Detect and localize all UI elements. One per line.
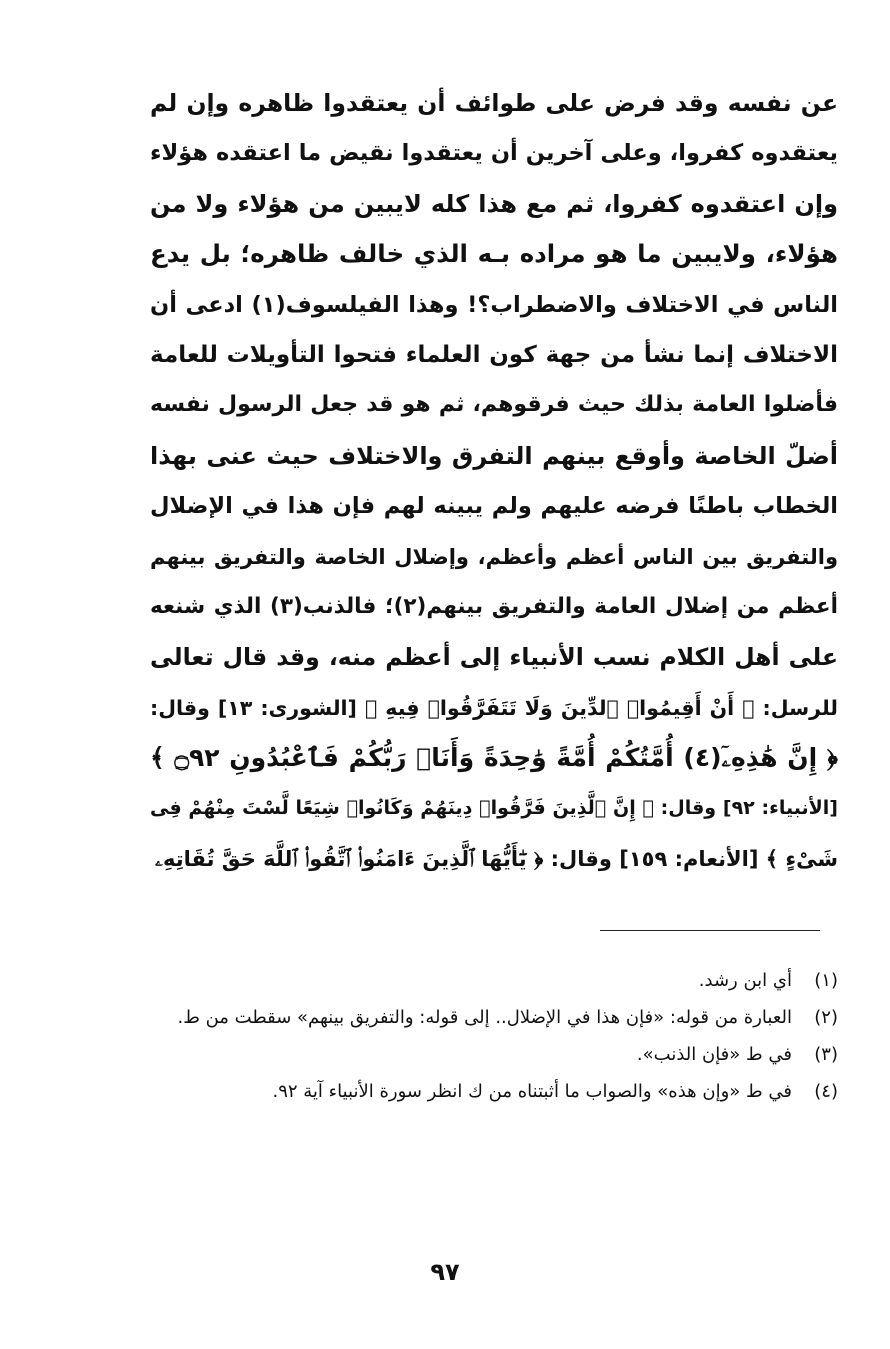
page-number: ٩٧ [430, 1258, 460, 1286]
text-line: هؤلاء، ولايبين ما هو مراده بـه الذي خالف ظاهره؛ بل يدع [150, 239, 838, 269]
text-line: الاختلاف إنما نشأ من جهة كون العلماء فتحوا التأويلات للعامة [150, 341, 838, 368]
text-line: وإن اعتقدوه كفروا، ثم مع هذا كله لايبين من هؤلاء ولا من [150, 189, 838, 218]
footnote-text: العبارة من قوله: «فإن هذا في الإضلال.. إلى قوله: والتفريق بينهم» سقطت من ط. [177, 1007, 792, 1028]
footnotes [150, 962, 838, 1110]
text-line: الخطاب باطنًا فرضه عليهم ولم يبينه لهم فإن هذا في الإضلال [150, 493, 838, 520]
footnote-item [150, 999, 838, 1036]
text-line: الناس في الاختلاف والاضطراب؟! وهذا الفيلسوف(١) ادعى أن [150, 291, 838, 318]
text-line: أعظم من إضلال العامة والتفريق بينهم(٢)؛ فالذنب(٣) الذي شنعه [150, 593, 838, 619]
footnote-item [150, 962, 838, 999]
footnote-number: (٤) [814, 1081, 838, 1102]
footnote-number: (١) [814, 970, 838, 991]
footnote-number: (٣) [814, 1044, 838, 1065]
text-line: عن نفسه وقد فرض على طوائف أن يعتقدوا ظاهره وإن لم [150, 89, 838, 117]
footnote-text: أي ابن رشد. [698, 970, 792, 991]
footnote-item [150, 1036, 838, 1073]
footnote-text: في ط «فإن الذنب». [636, 1044, 792, 1065]
text-line: للرسل: ﴿ أَنْ أَقِيمُوا۟ ٱلدِّينَ وَلَا تَتَفَرَّقُوا۟ فِيهِ ﴾ [الشورى: ١٣] وقال: [150, 695, 838, 720]
footnote-number: (٢) [814, 1007, 838, 1028]
text-line: أضلّ الخاصة وأوقع بينهم التفرق والاختلاف حيث عنى بهذا [150, 441, 838, 470]
footnote-item [150, 1073, 838, 1110]
text-line: [الأنبياء: ٩٢] وقال: ﴿ إِنَّ ٱلَّذِينَ فَرَّقُوا۟ دِينَهُمْ وَكَانُوا۟ شِيَعًا لَّسْتَ مِنْهُمْ فِى [150, 797, 838, 820]
text-line: يعتقدوه كفروا، وعلى آخرين أن يعتقدوا نقيض ما اعتقده هؤلاء [150, 140, 838, 167]
text-line: ﴿ إِنَّ هَٰذِهِۦٓ(٤) أُمَّتُكُمْ أُمَّةً وَٰحِدَةً وَأَنَا۠ رَبُّكُمْ فَٱعْبُدُونِ ۝٩٢ ﴾ [150, 743, 838, 773]
text-line: فأضلوا العامة بذلك حيث فرقوهم، ثم هو قد جعل الرسول نفسه [150, 392, 838, 418]
text-line: شَىْءٍ ﴾ [الأنعام: ١٥٩] وقال: ﴿ يَٰٓأَيُّهَا ٱلَّذِينَ ءَامَنُوا۟ ٱتَّقُوا۟ ٱللَّهَ حَقَّ تُقَاتِهِۦ [154, 846, 838, 871]
text-line: على أهل الكلام نسب الأنبياء إلى أعظم منه، وقد قال تعالى [150, 643, 838, 672]
footnote-separator [600, 930, 820, 931]
main-text-body [150, 78, 838, 884]
text-line: والتفريق بين الناس أعظم وأعظم، وإضلال الخاصة والتفريق بينهم [150, 544, 838, 569]
footnote-text: في ط «وإن هذه» والصواب ما أثبتناه من ك انظر سورة الأنبياء آية ٩٢. [272, 1081, 792, 1102]
